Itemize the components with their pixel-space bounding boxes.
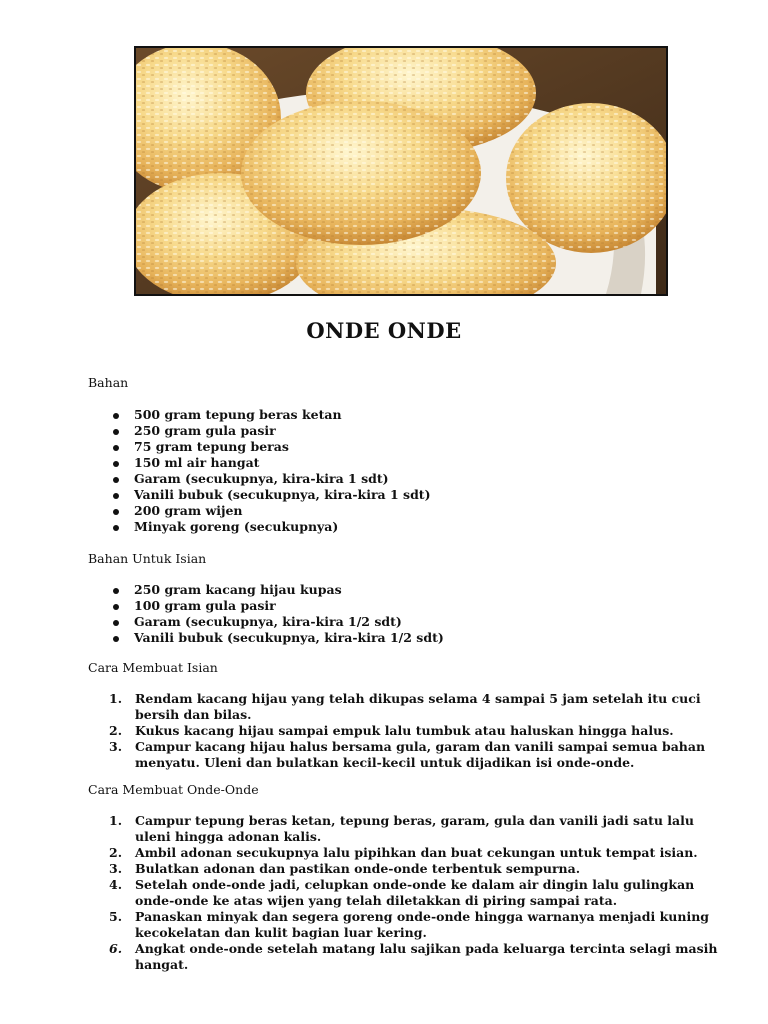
list-item: 1. Campur tepung beras ketan, tepung beras, garam, gula dan vanili jadi satu lalu uleni hingga adonan kalis. bbox=[109, 813, 694, 844]
list-item: Vanili bubuk (secukupnya, kira-kira 1/2 sdt) bbox=[113, 630, 444, 646]
list-item: 3. Campur kacang hijau halus bersama gula, garam dan vanili sampai semua bahan menyatu. Uleni dan bulatkan kecil-kecil untuk dijadikan isi onde-onde. bbox=[109, 739, 706, 770]
bullet-icon bbox=[113, 636, 119, 642]
list-item: 75 gram tepung beras bbox=[113, 439, 431, 455]
bullet-icon bbox=[113, 525, 119, 531]
filling-ingredients-list bbox=[113, 582, 444, 646]
list-item: 100 gram gula pasir bbox=[113, 598, 444, 614]
ingredients-list bbox=[113, 407, 431, 535]
bullet-icon bbox=[113, 620, 119, 626]
list-item: 150 ml air hangat bbox=[113, 455, 431, 471]
list-item: 2. Ambil adonan secukupnya lalu pipihkan dan buat cekungan untuk tempat isian. bbox=[109, 845, 698, 860]
section-heading-bahan: Bahan bbox=[88, 375, 129, 390]
bullet-icon bbox=[113, 413, 119, 419]
recipe-title: ONDE ONDE bbox=[306, 318, 462, 343]
list-item: Vanili bubuk (secukupnya, kira-kira 1 sdt) bbox=[113, 487, 431, 503]
list-item: 1. Rendam kacang hijau yang telah dikupas selama 4 sampai 5 jam setelah itu cuci bersih dan bilas. bbox=[109, 691, 701, 722]
list-item: Garam (secukupnya, kira-kira 1/2 sdt) bbox=[113, 614, 444, 630]
bullet-icon bbox=[113, 445, 119, 451]
bullet-icon bbox=[113, 604, 119, 610]
bullet-icon bbox=[113, 461, 119, 467]
bullet-icon bbox=[113, 477, 119, 483]
list-item: 500 gram tepung beras ketan bbox=[113, 407, 431, 423]
bullet-icon bbox=[113, 588, 119, 594]
list-item: Garam (secukupnya, kira-kira 1 sdt) bbox=[113, 471, 431, 487]
section-heading-cara-isian: Cara Membuat Isian bbox=[88, 660, 218, 675]
list-item: 6. Angkat onde-onde setelah matang lalu sajikan pada keluarga tercinta selagi masih hangat. bbox=[109, 941, 718, 972]
onde-steps-list bbox=[109, 813, 729, 973]
bullet-icon bbox=[113, 429, 119, 435]
list-item: 5. Panaskan minyak dan segera goreng onde-onde hingga warnanya menjadi kuning kecokelatan dan kulit bagian luar kering. bbox=[109, 909, 710, 940]
list-item: 200 gram wijen bbox=[113, 503, 431, 519]
list-item: 2. Kukus kacang hijau sampai empuk lalu tumbuk atau haluskan hingga halus. bbox=[109, 723, 674, 738]
list-item: 4. Setelah onde-onde jadi, celupkan onde-onde ke dalam air dingin lalu gulingkan onde-onde ke atas wijen yang telah diletakkan di piring sampai rata. bbox=[109, 877, 695, 908]
bullet-icon bbox=[113, 509, 119, 515]
section-heading-cara-onde: Cara Membuat Onde-Onde bbox=[88, 782, 259, 797]
filling-steps-list bbox=[109, 691, 729, 771]
section-heading-isian: Bahan Untuk Isian bbox=[88, 551, 207, 566]
list-item: 250 gram gula pasir bbox=[113, 423, 431, 439]
recipe-photo bbox=[134, 46, 668, 296]
list-item: 250 gram kacang hijau kupas bbox=[113, 582, 444, 598]
list-item: 3. Bulatkan adonan dan pastikan onde-onde terbentuk sempurna. bbox=[109, 861, 581, 876]
list-item: Minyak goreng (secukupnya) bbox=[113, 519, 431, 535]
bullet-icon bbox=[113, 493, 119, 499]
sesame-balls-illustration bbox=[136, 48, 666, 294]
